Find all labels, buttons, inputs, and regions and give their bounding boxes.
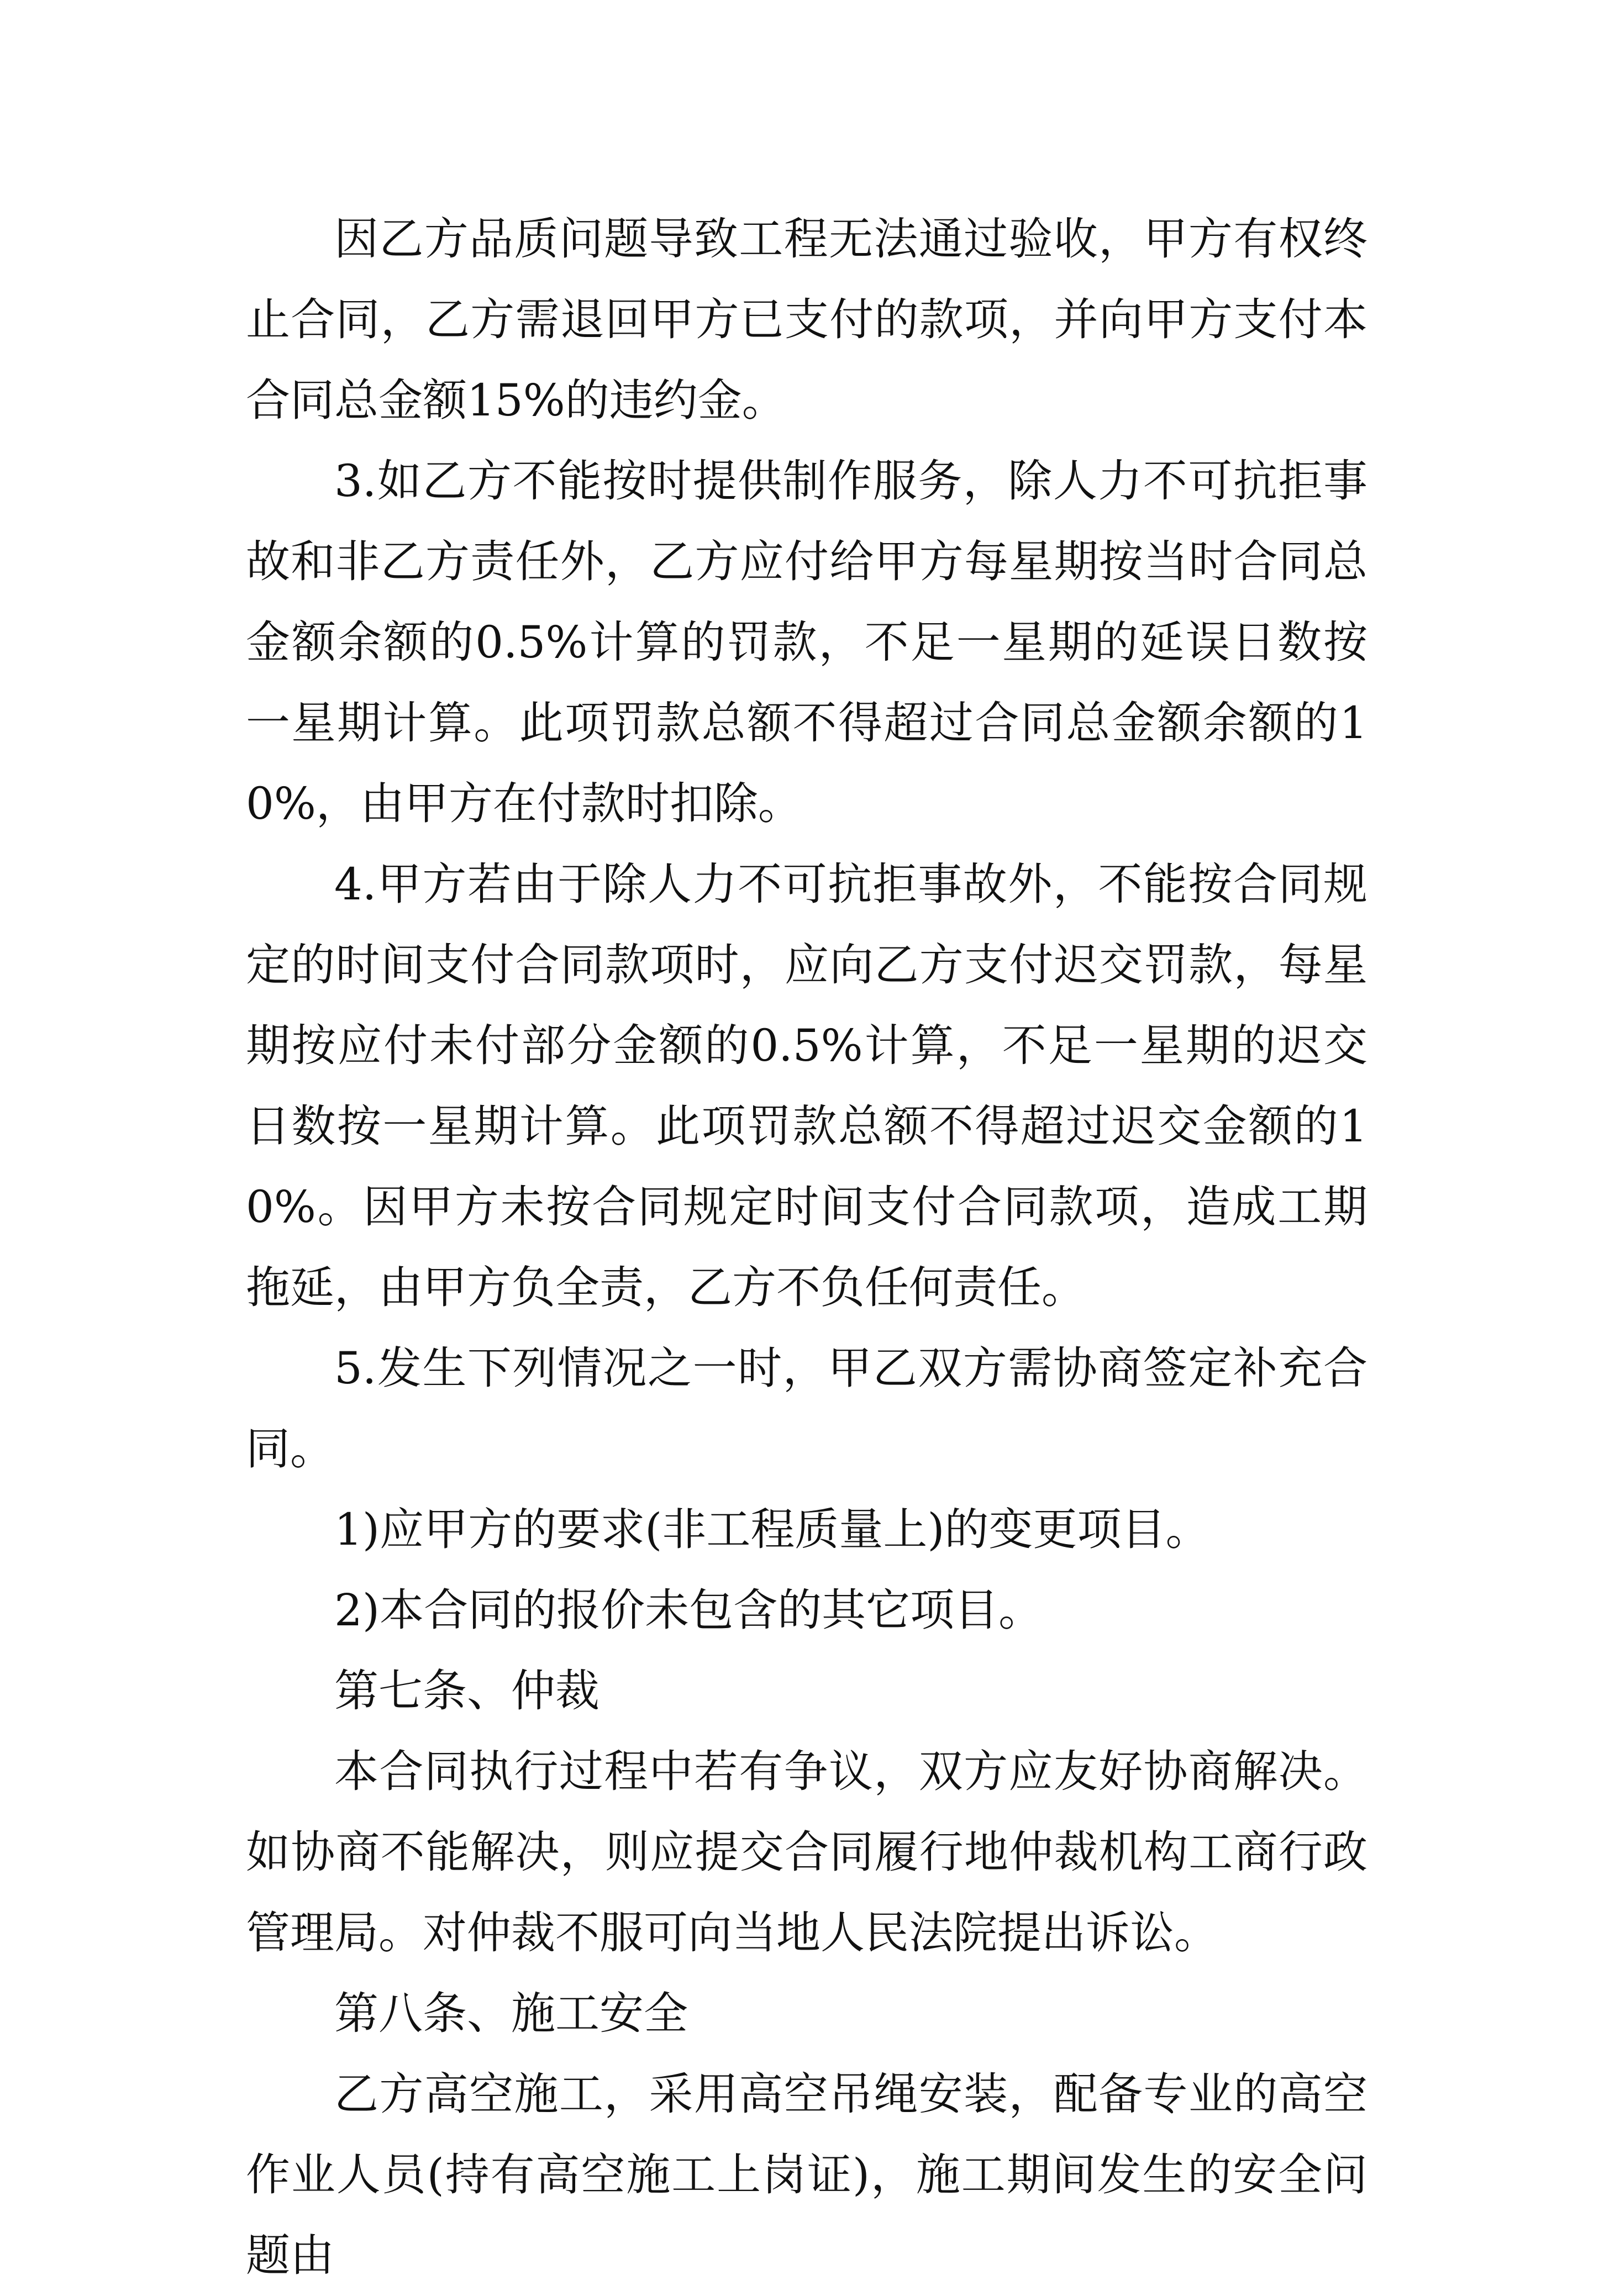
- paragraph-clause-3-supplier-delay: 3.如乙方不能按时提供制作服务，除人力不可抗拒事故和非乙方责任外，乙方应付给甲方每星期按当时合同总金额余额的0.5%计算的罚款，不足一星期的延误日数按一星期计算。此项罚款总额不得超过合同总金额余额的10%，由甲方在付款时扣除。: [246, 455, 1367, 829]
- paragraph-clause-4-payment-delay: 4.甲方若由于除人力不可抗拒事故外，不能按合同规定的时间支付合同款项时，应向乙方支付迟交罚款，每星期按应付未付部分金额的0.5%计算，不足一星期的迟交日数按一星期计算。此项罚款总额不得超过迟交金额的10%。因甲方未按合同规定时间支付合同款项，造成工期拖延，由甲方负全责，乙方不负任何责任。: [246, 859, 1367, 1313]
- document-body: [246, 199, 1367, 2296]
- list-item-2-other-items: 2)本合同的报价未包含的其它项目。: [334, 1584, 1043, 1636]
- section-heading-arbitration: 第七条、仲裁: [334, 1665, 599, 1716]
- section-heading-construction-safety: 第八条、施工安全: [334, 1988, 688, 2039]
- paragraph-construction-safety: 乙方高空施工，采用高空吊绳安装，配备专业的高空作业人员(持有高空施工上岗证)，施工期间发生的安全问题由: [246, 2068, 1367, 2281]
- paragraph-clause-5-supplementary-contract: 5.发生下列情况之一时，甲乙双方需协商签定补充合同。: [246, 1342, 1367, 1475]
- paragraph-arbitration: 本合同执行过程中若有争议，双方应友好协商解决。如协商不能解决，则应提交合同履行地仲裁机构工商行政管理局。对仲裁不服可向当地人民法院提出诉讼。: [246, 1746, 1367, 1958]
- paragraph-quality-termination: 因乙方品质问题导致工程无法通过验收，甲方有权终止合同，乙方需退回甲方已支付的款项，并向甲方支付本合同总金额15%的违约金。: [246, 213, 1367, 426]
- list-item-1-change-request: 1)应甲方的要求(非工程质量上)的变更项目。: [334, 1504, 1210, 1555]
